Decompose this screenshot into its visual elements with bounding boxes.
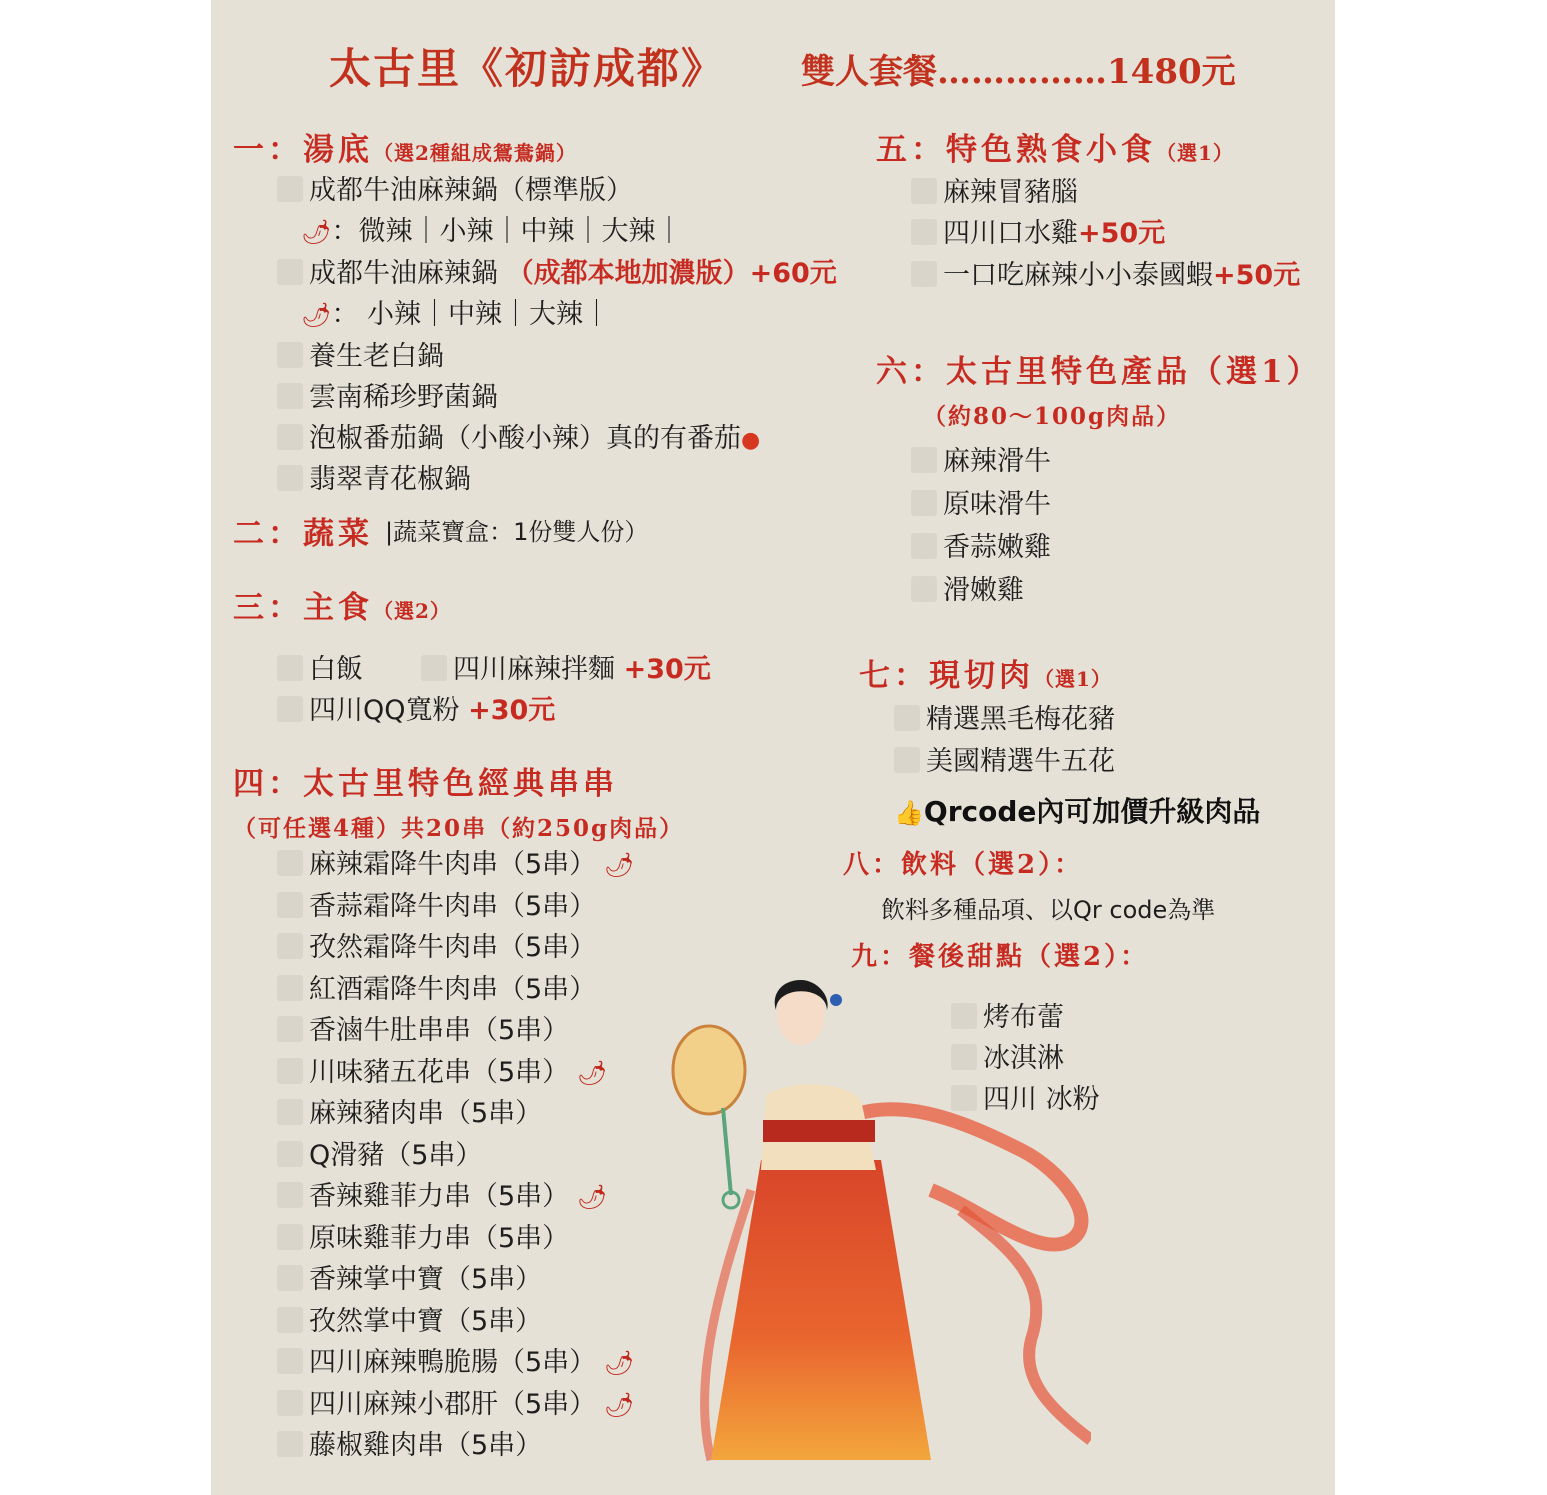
list-item[interactable] — [277, 1307, 542, 1335]
item-label: 孜然掌中寶（5串） — [309, 1305, 543, 1337]
checkbox[interactable] — [911, 178, 937, 204]
section-staple-heading — [233, 582, 451, 627]
item-label: 香辣掌中寶（5串） — [309, 1264, 543, 1295]
item-upcharge: +50元 — [1213, 260, 1301, 291]
checkbox[interactable] — [911, 533, 937, 559]
checkbox[interactable] — [277, 1348, 303, 1374]
checkbox[interactable] — [277, 1307, 303, 1333]
section-drinks-heading: 八：飲料（選2）： — [843, 850, 1084, 880]
item-label: 香滷牛肚串串（5串） — [309, 1015, 570, 1046]
upgrade-note — [894, 790, 1260, 830]
item-label: Q滑豬（5串） — [309, 1139, 483, 1171]
item-label: 成都牛油麻辣鍋（標準版） — [309, 175, 633, 206]
list-item[interactable] — [911, 219, 1165, 247]
item-label: 雲南稀珍野菌鍋 — [309, 382, 498, 413]
list-item[interactable] — [277, 259, 837, 287]
set-price: 雙人套餐……………1480元 — [801, 52, 1236, 92]
checkbox[interactable] — [277, 696, 303, 722]
section-snacks-heading — [876, 124, 1234, 169]
item-label: 美國精選牛五花 — [926, 746, 1115, 777]
menu-page — [211, 0, 1335, 1495]
item-label: 麻辣豬肉串（5串） — [309, 1098, 543, 1129]
section-note: （選2） — [373, 599, 451, 623]
section-specialty-subheading: （約80～100g肉品） — [923, 403, 1182, 430]
dancer-illustration — [631, 980, 1091, 1485]
item-label: 四川QQ寬粉 — [309, 695, 469, 726]
item-label: 四川麻辣鴨脆腸（5串） — [309, 1347, 597, 1378]
list-item[interactable] — [277, 342, 444, 370]
list-item[interactable] — [277, 465, 471, 493]
checkbox[interactable] — [277, 655, 303, 681]
section-dessert-heading: 九：餐後甜點（選2）： — [851, 942, 1150, 972]
section-heading-text: 三：主食 — [233, 590, 373, 626]
item-label: 原味雞菲力串（5串） — [309, 1222, 570, 1254]
list-item[interactable] — [277, 176, 633, 204]
checkbox[interactable] — [911, 490, 937, 516]
chili-pepper-icon: 🌶 — [569, 1058, 608, 1087]
list-item[interactable] — [277, 933, 596, 961]
item-label: 紅酒霜降牛肉串（5串） — [309, 973, 597, 1005]
list-item[interactable] — [277, 975, 596, 1003]
checkbox[interactable] — [894, 705, 920, 731]
list-item[interactable] — [277, 1016, 569, 1044]
vegetable-box-text: |蔬菜寶盒：1份雙人份） — [385, 518, 649, 546]
item-label: 白飯 — [309, 654, 363, 685]
list-item[interactable] — [277, 1141, 482, 1169]
checkbox[interactable] — [277, 850, 303, 876]
item-label: 精選黑毛梅花豬 — [926, 704, 1115, 735]
chili-pepper-icon: 🌶 — [596, 851, 635, 879]
upgrade-note-text: Qrcode內可加價升級肉品 — [923, 795, 1261, 828]
item-label: 泡椒番茄鍋（小酸小辣）真的有番茄 — [309, 423, 741, 454]
checkbox[interactable] — [277, 1224, 303, 1250]
item-label: 養生老白鍋 — [309, 341, 444, 372]
tomato-icon: ● — [741, 428, 761, 453]
chili-pepper-icon: 🌶 — [596, 1349, 635, 1377]
item-label: 藤椒雞肉串（5串） — [309, 1430, 543, 1461]
section-note: （選1） — [1156, 141, 1234, 165]
checkbox[interactable] — [277, 465, 303, 491]
item-label: 烤布蕾 — [983, 1002, 1064, 1033]
list-item[interactable] — [277, 850, 634, 878]
item-label: 一口吃麻辣小小泰國蝦 — [943, 260, 1213, 291]
list-item[interactable] — [277, 1265, 542, 1293]
item-label: 川味豬五花串（5串） — [309, 1056, 570, 1088]
item-label: 成都牛油麻辣鍋 — [309, 258, 507, 289]
spice-label: ：微辣｜小辣｜中辣｜大辣｜ — [331, 216, 683, 247]
item-upcharge: +30元 — [623, 654, 711, 685]
list-item[interactable] — [277, 1099, 542, 1127]
section-heading-text: 七：現切肉 — [859, 658, 1034, 694]
item-label: 冰淇淋 — [983, 1043, 1064, 1074]
chili-pepper-icon: 🌶 — [301, 218, 332, 246]
checkbox[interactable] — [277, 1141, 303, 1167]
list-item[interactable] — [894, 747, 1115, 775]
checkbox[interactable] — [277, 892, 303, 918]
item-label: 四川 冰粉 — [983, 1084, 1100, 1115]
item-label: 香辣雞菲力串（5串） — [309, 1181, 570, 1212]
checkbox[interactable] — [277, 342, 303, 368]
list-item[interactable] — [277, 696, 555, 724]
section-note: （選1） — [1034, 667, 1112, 691]
menu-title: 太古里《初訪成都》 — [329, 44, 726, 93]
list-item[interactable] — [911, 261, 1300, 289]
checkbox[interactable] — [911, 261, 937, 287]
checkbox[interactable] — [911, 447, 937, 473]
item-label: 麻辣冒豬腦 — [943, 177, 1078, 208]
chili-pepper-icon: 🌶 — [569, 1183, 608, 1211]
checkbox[interactable] — [277, 383, 303, 409]
list-item[interactable] — [277, 1348, 634, 1376]
item-label: 香蒜霜降牛肉串（5串） — [309, 890, 597, 922]
item-upcharge: +50元 — [1078, 218, 1166, 249]
section-note: （選2種組成鴛鴦鍋） — [373, 141, 577, 165]
section-vegetables-heading: 二：蔬菜 — [233, 516, 373, 552]
item-upcharge: （成都本地加濃版）+60元 — [506, 258, 837, 289]
list-item[interactable] — [277, 892, 596, 920]
chili-pepper-icon: 🌶 — [596, 1390, 635, 1419]
list-item[interactable] — [911, 576, 1024, 604]
section-soup-base-heading — [233, 124, 577, 169]
checkbox[interactable] — [911, 576, 937, 602]
section-skewers-heading: 四：太古里特色經典串串 — [233, 766, 618, 802]
list-item[interactable] — [277, 383, 498, 411]
item-label: 四川麻辣拌麵 — [453, 654, 624, 685]
item-upcharge: +30元 — [468, 695, 556, 726]
spice-level-options — [301, 218, 682, 245]
section-heading-text: 五：特色熟食小食 — [876, 132, 1156, 168]
list-item[interactable] — [277, 1224, 569, 1252]
checkbox[interactable] — [277, 1058, 303, 1084]
checkbox[interactable] — [911, 219, 937, 245]
checkbox[interactable] — [277, 1265, 303, 1291]
list-item[interactable] — [911, 533, 1051, 561]
item-label: 翡翠青花椒鍋 — [309, 464, 471, 495]
spice-level-options — [301, 301, 610, 328]
list-item[interactable] — [277, 1182, 607, 1210]
section-fresh-meat-heading — [859, 650, 1112, 695]
checkbox[interactable] — [277, 1431, 303, 1457]
checkbox[interactable] — [894, 747, 920, 773]
item-label: 原味滑牛 — [943, 489, 1051, 520]
checkbox[interactable] — [277, 975, 303, 1001]
list-item[interactable] — [277, 1431, 542, 1459]
spice-label: ： 小辣｜中辣｜大辣｜ — [331, 299, 611, 330]
section-skewers-subheading: （可任選4種）共20串（約250g肉品） — [233, 815, 685, 842]
checkbox[interactable] — [277, 1099, 303, 1125]
drinks-note: 飲料多種品項、以Qr code為準 — [881, 896, 1216, 924]
checkbox[interactable] — [277, 1016, 303, 1042]
list-item[interactable] — [277, 1390, 634, 1418]
list-item[interactable] — [421, 655, 711, 683]
item-label: 滑嫩雞 — [943, 575, 1024, 606]
list-item[interactable] — [277, 655, 363, 683]
list-item[interactable] — [277, 1058, 607, 1086]
thumbs-up-icon: 👍 — [894, 799, 924, 827]
checkbox[interactable] — [277, 259, 303, 285]
item-label: 四川口水雞 — [943, 218, 1078, 249]
list-item[interactable] — [911, 178, 1078, 206]
checkbox[interactable] — [277, 176, 303, 202]
chili-pepper-icon: 🌶 — [301, 301, 332, 329]
item-label: 麻辣霜降牛肉串（5串） — [309, 849, 597, 880]
checkbox[interactable] — [277, 1182, 303, 1208]
item-label: 麻辣滑牛 — [943, 446, 1051, 477]
list-item[interactable] — [911, 490, 1051, 518]
section-specialty-heading: 六：太古里特色產品（選1） — [876, 354, 1322, 390]
item-label: 孜然霜降牛肉串（5串） — [309, 932, 597, 963]
checkbox[interactable] — [277, 424, 303, 450]
list-item[interactable] — [894, 705, 1115, 733]
item-label: 四川麻辣小郡肝（5串） — [309, 1388, 597, 1420]
item-label: 香蒜嫩雞 — [943, 532, 1051, 563]
list-item[interactable] — [277, 424, 760, 452]
section-heading-text: 一：湯底 — [233, 132, 373, 168]
checkbox[interactable] — [277, 933, 303, 959]
list-item[interactable] — [911, 447, 1051, 475]
checkbox[interactable] — [421, 655, 447, 681]
checkbox[interactable] — [277, 1390, 303, 1416]
